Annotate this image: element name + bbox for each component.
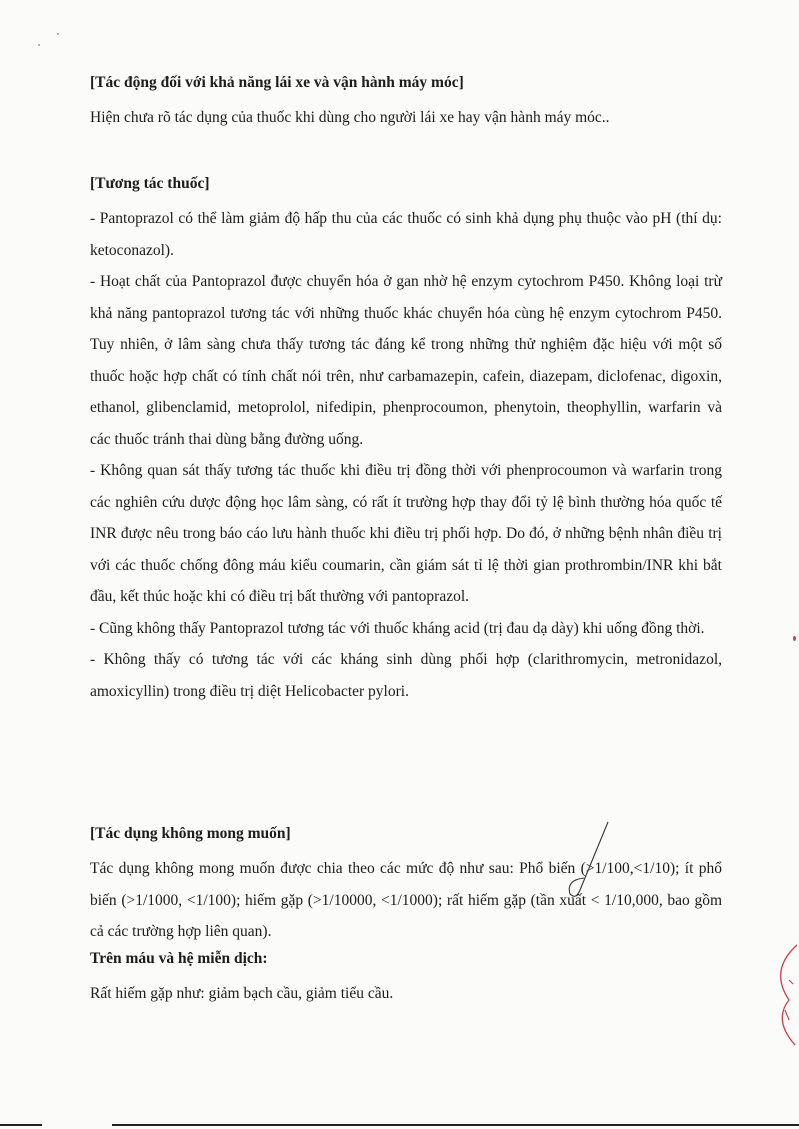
section-blood xyxy=(90,948,722,1010)
scan-speck xyxy=(57,33,59,35)
handwritten-mark-icon xyxy=(540,820,630,920)
paragraph: - Không quan sát thấy tương tác thuốc khi điều trị đồng thời với phenprocoumon và warfarin trong các nghiên cứu dược động học lâm sàng, có rất ít trường hợp thay đổi tỷ lệ bình thường hóa quốc tế INR được nêu trong báo cáo lưu hành thuốc khi điều trị phối hợp. Do đó, ở những bệnh nhân điều trị với các thuốc chống đông máu kiểu coumarin, cần giám sát tỉ lệ thời gian prothrombin/INR khi bắt đầu, kết thúc hoặc khi có điều trị bất thường với pantoprazol. xyxy=(90,462,722,605)
paragraph: - Không thấy có tương tác với các kháng sinh dùng phối hợp (clarithromycin, metronidazol, amoxicyllin) trong điều trị diệt Helicobacter pylori. xyxy=(90,651,722,700)
paragraph: - Pantoprazol có thể làm giảm độ hấp thu của các thuốc có sinh khả dụng phụ thuộc vào pH (thí dụ: ketoconazol). xyxy=(90,210,722,259)
paragraph: - Cũng không thấy Pantoprazol tương tác với thuốc kháng acid (trị đau dạ dày) khi uống đồng thời. xyxy=(90,619,705,637)
paragraph: - Hoạt chất của Pantoprazol được chuyển hóa ở gan nhờ hệ enzym cytochrom P450. Không loại trừ khả năng pantoprazol tương tác với những thuốc khác chuyển hóa cùng hệ enzym cytochrom P450. Tuy nhiên, ở lâm sàng chưa thấy tương tác đáng kể trong những thử nghiệm đặc hiệu với một số thuốc hoặc hợp chất có tính chất nói trên, như carbamazepin, cafein, diazepam, diclofenac, digoxin, ethanol, glibenclamid, metoprolol, nifedipin, phenprocoumon, phenytoin, theophyllin, warfarin và các thuốc tránh thai dùng bằng đường uống. xyxy=(90,273,722,448)
red-stamp-edge-icon xyxy=(759,940,799,1050)
bottom-rule xyxy=(0,1124,799,1126)
scan-speck xyxy=(38,44,40,46)
paragraph: Rất hiếm gặp như: giảm bạch cầu, giảm tiểu cầu. xyxy=(90,985,394,1002)
section-heading: [Tác dụng không mong muốn] xyxy=(90,825,291,842)
paragraph: Tác dụng không mong muốn được chia theo các mức độ như sau: Phổ biến (>1/100,<1/10); ít phổ biến (>1/1000, <1/100); hiếm gặp (>1/10000, <1/1000); rất hiếm gặp (tần xuất < 1/10,000, bao gồm cả các trường hợp liên quan). xyxy=(90,860,722,940)
red-mark xyxy=(793,636,796,641)
section-heading: [Tác động đối với khả năng lái xe và vận hành máy móc] xyxy=(90,74,464,91)
section-driving xyxy=(90,72,722,134)
section-interactions xyxy=(90,173,722,707)
section-heading: [Tương tác thuốc] xyxy=(90,175,210,192)
rule-gap xyxy=(42,1121,112,1129)
paragraph: Hiện chưa rõ tác dụng của thuốc khi dùng cho người lái xe hay vận hành máy móc.. xyxy=(90,109,610,126)
subsection-heading: Trên máu và hệ miễn dịch: xyxy=(90,950,268,967)
